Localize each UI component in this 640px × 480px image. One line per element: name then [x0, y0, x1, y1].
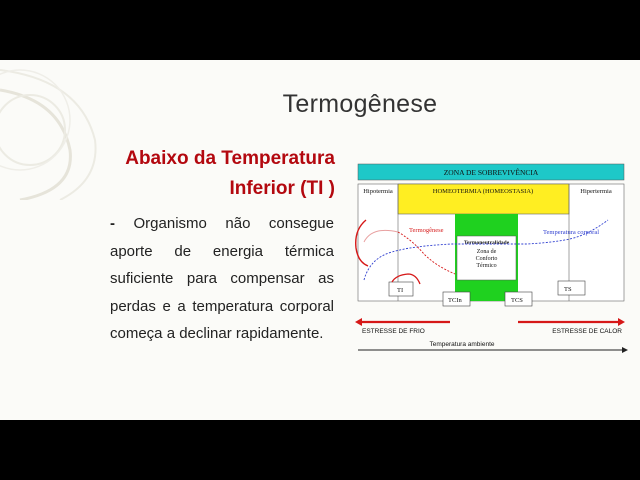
homeothermy-label: HOMEOTERMIA (HOMEOSTASIA) [432, 188, 534, 195]
heat-stress-label: ESTRESSE DE CALOR [552, 328, 622, 335]
thermoneutral-label: Termoneutralidade [463, 240, 510, 246]
ts-label: TS [564, 286, 572, 293]
cold-stress-label: ESTRESSE DE FRIO [362, 328, 425, 335]
thermogenesis-label: Termogênese [409, 227, 444, 234]
slide-title: Termogênese [282, 90, 438, 118]
body-paragraph [110, 210, 334, 348]
hyperthermia-label: Hipertermia [580, 188, 612, 195]
comfort-line-2: Conforto [475, 256, 498, 262]
thermal-zones-diagram [352, 162, 630, 362]
slide [0, 60, 640, 420]
slide-subtitle [105, 144, 335, 204]
hypothermia-label: Hipotermia [363, 188, 393, 195]
ti-label: TI [397, 287, 404, 294]
tcs-label: TCS [511, 297, 523, 304]
decorative-swirl [0, 60, 120, 200]
comfort-line-1: Zona de [476, 249, 497, 255]
subtitle-line-1: Abaixo da Temperatura [125, 148, 335, 169]
bullet-dash: - [110, 215, 115, 232]
tcin-label: TCIn [448, 297, 462, 304]
survival-zone-label: ZONA DE SOBREVIVÊNCIA [443, 168, 539, 177]
heat-stress-arrowhead [618, 318, 625, 326]
ambient-axis-arrowhead [622, 347, 628, 353]
body-temperature-label: Temperatura corporal [543, 229, 600, 236]
body-text: Organismo não consegue aporte de energia térmica suficiente para compensar as perdas e a temperatura corporal começa a declinar rapidamente. [110, 215, 334, 342]
cold-stress-arrowhead [355, 318, 362, 326]
ambient-temperature-label: Temperatura ambiente [429, 341, 495, 348]
subtitle-line-2: Inferior (TI ) [229, 178, 335, 199]
comfort-line-3: Térmico [476, 263, 497, 269]
